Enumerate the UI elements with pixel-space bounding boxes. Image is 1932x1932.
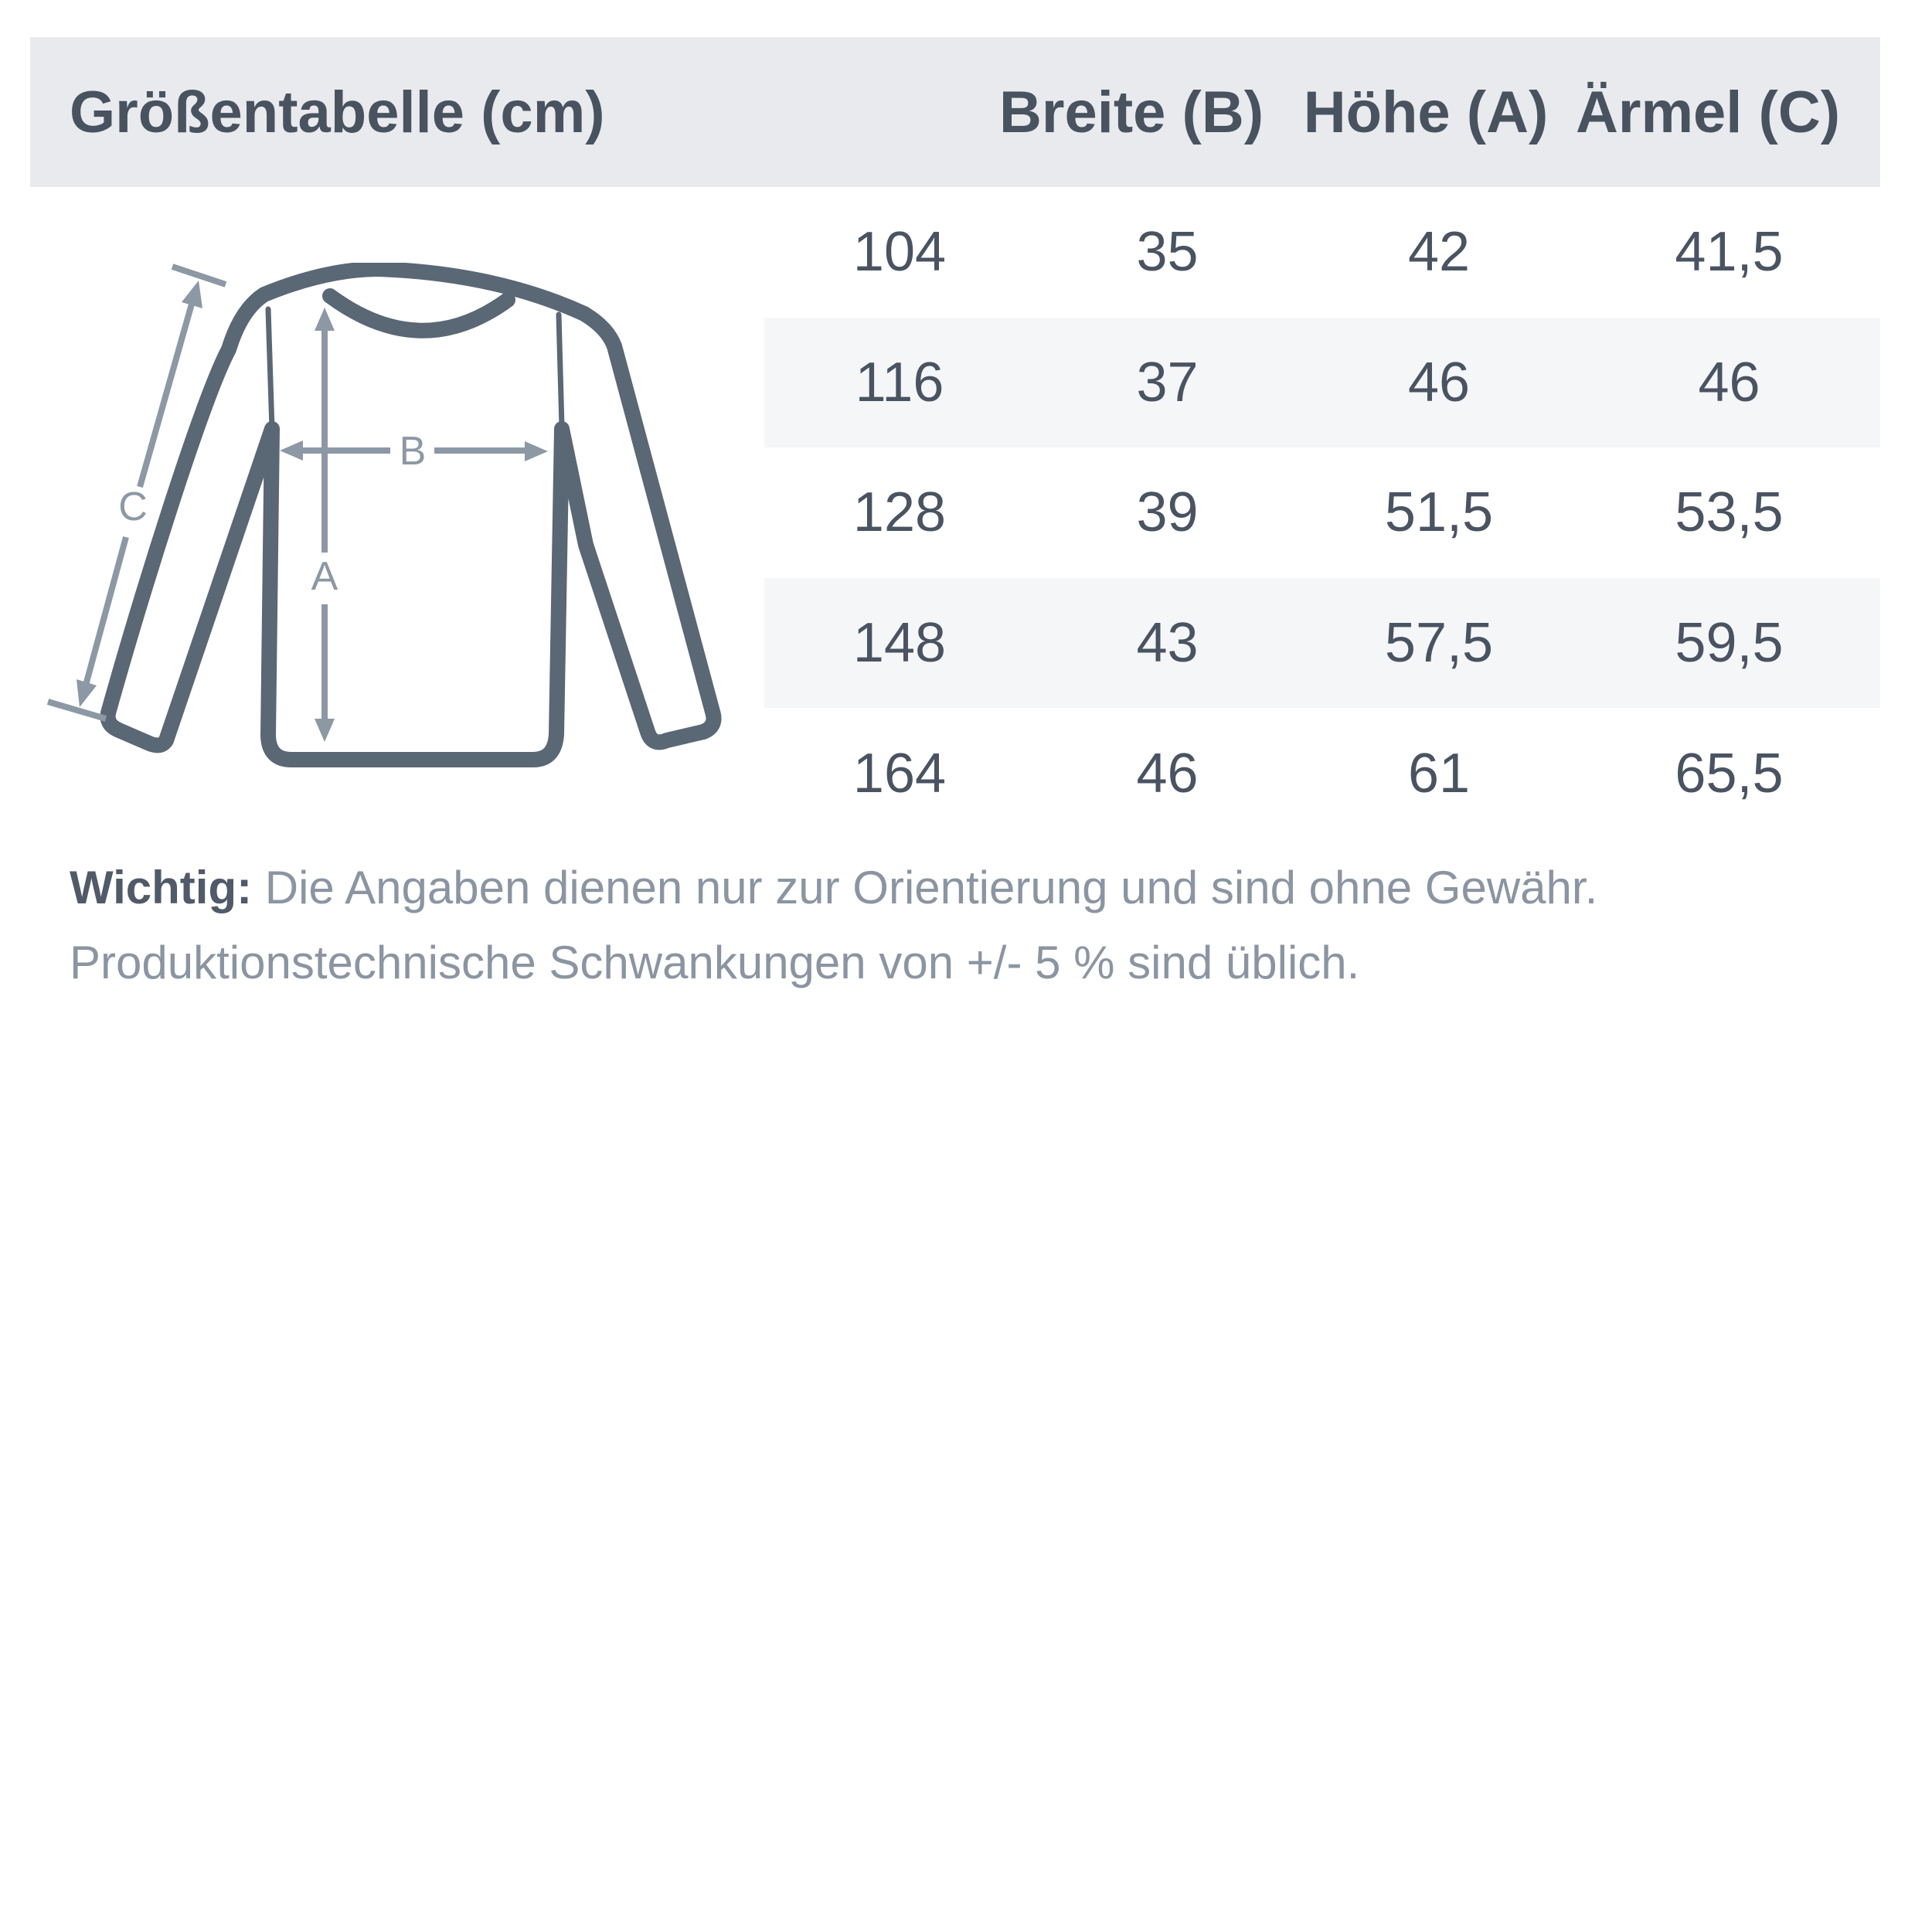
note-line1: Die Angaben dienen nur zur Orientierung und sind ohne Gewähr. bbox=[264, 862, 1598, 913]
page-title: Größentabelle (cm) bbox=[70, 79, 605, 145]
diagram-label-a: A bbox=[311, 554, 338, 599]
cell-size: 164 bbox=[852, 742, 947, 804]
size-chart-header bbox=[30, 37, 1880, 187]
cell-breite: 37 bbox=[1136, 351, 1199, 413]
cell-breite: 43 bbox=[1136, 612, 1199, 675]
cell-hoehe: 51,5 bbox=[1384, 481, 1494, 544]
disclaimer-note bbox=[70, 850, 1878, 1000]
cell-size: 148 bbox=[852, 612, 947, 675]
cell-aermel: 41,5 bbox=[1675, 221, 1784, 284]
cell-hoehe: 46 bbox=[1407, 351, 1471, 413]
cell-breite: 35 bbox=[1136, 221, 1199, 284]
cell-breite: 39 bbox=[1136, 481, 1199, 544]
column-header-hoehe: Höhe (A) bbox=[1303, 79, 1549, 145]
column-header-aermel: Ärmel (C) bbox=[1575, 79, 1841, 145]
cell-size: 104 bbox=[852, 221, 947, 284]
raglan-seam-left bbox=[268, 309, 272, 429]
cell-size: 116 bbox=[855, 351, 944, 413]
raglan-seam-right bbox=[559, 315, 562, 427]
cell-size: 128 bbox=[852, 481, 947, 544]
note-line2: Produktionstechnische Schwankungen von +/- 5 % sind üblich. bbox=[70, 937, 1360, 988]
cell-hoehe: 42 bbox=[1407, 221, 1471, 284]
note-lead: Wichtig: bbox=[70, 862, 253, 913]
table-row bbox=[764, 187, 1880, 318]
sweater-outline-icon bbox=[108, 269, 714, 760]
table-row bbox=[764, 318, 1880, 448]
cell-aermel: 59,5 bbox=[1675, 612, 1784, 675]
table-row bbox=[764, 447, 1880, 578]
diagram-label-c: C bbox=[118, 485, 148, 529]
cell-hoehe: 61 bbox=[1407, 742, 1471, 804]
garment-measurement-diagram bbox=[31, 263, 726, 773]
table-row bbox=[764, 708, 1880, 838]
cell-aermel: 65,5 bbox=[1675, 742, 1784, 804]
cell-breite: 46 bbox=[1136, 742, 1199, 804]
table-row bbox=[764, 578, 1880, 709]
cell-aermel: 46 bbox=[1698, 351, 1760, 413]
cell-aermel: 53,5 bbox=[1675, 481, 1784, 544]
size-table bbox=[764, 187, 1880, 838]
column-header-breite: Breite (B) bbox=[998, 79, 1264, 145]
diagram-label-b: B bbox=[399, 429, 427, 474]
cell-hoehe: 57,5 bbox=[1384, 612, 1494, 675]
